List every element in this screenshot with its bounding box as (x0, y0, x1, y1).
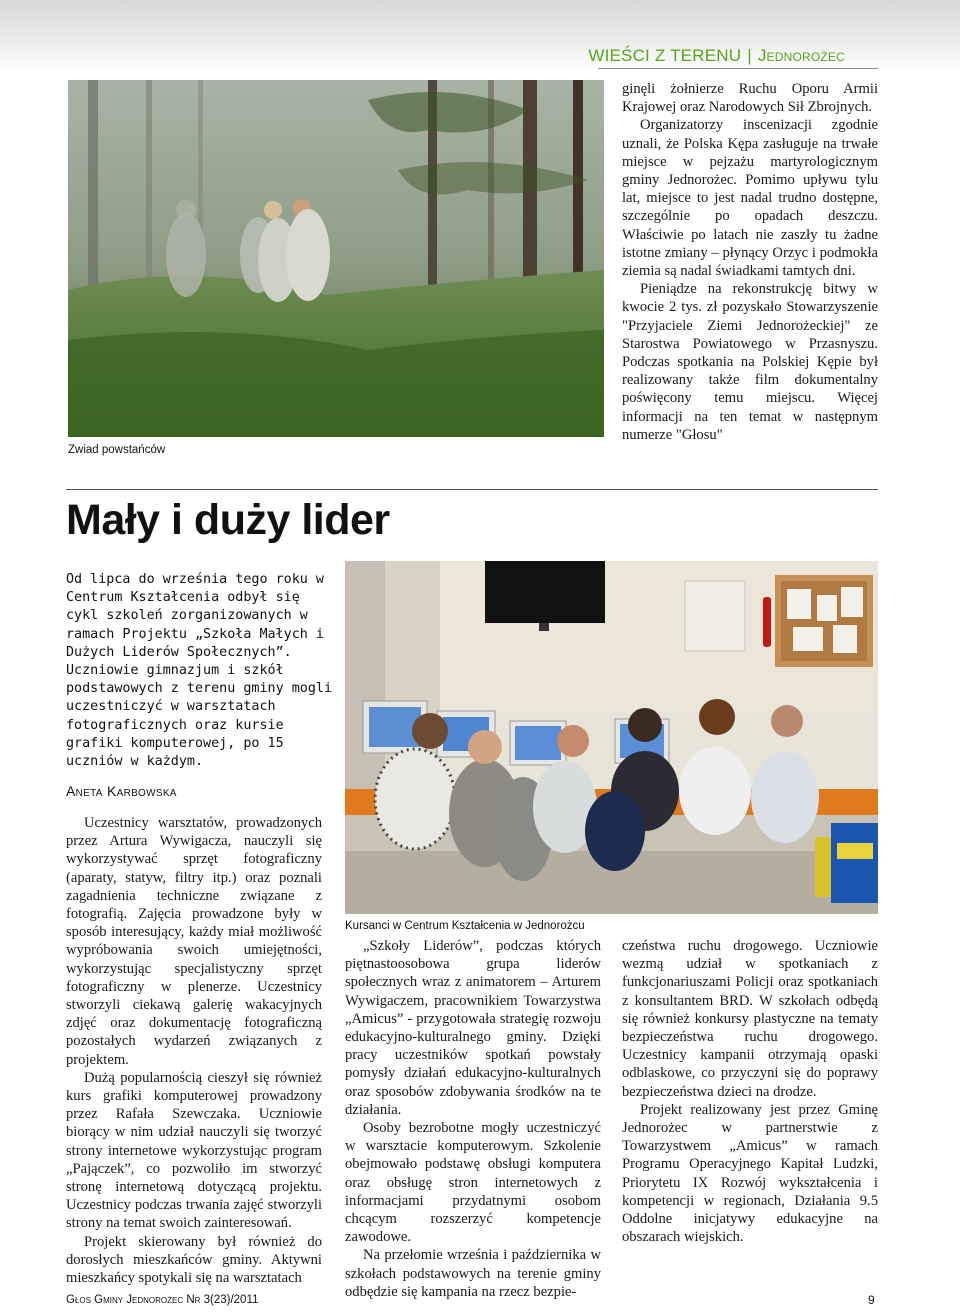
header-separator: | (747, 46, 752, 65)
top-article-paragraph: Organizatorzy inscenizacji zgodnie uznali, że Polska Kępa zasługuje na trwałe miejsce w pejzażu martyrologicznym gminy Jednorożec. Pomimo upływu tylu lat, miejsce to jest nadal trudno dostępne, szczególnie po opadach deszczu. Właściwie po latach nie zaszły tu żadne istotne zmiany – płynący Orzyc i podmokła ziemia są nadal świadkami tamtych dni. (622, 117, 878, 280)
footer-publication: Głos Gminy Jednorożec Nr 3(23)/2011 (66, 1294, 259, 1306)
classroom-photo (345, 561, 878, 914)
article-column-3 (622, 937, 878, 1246)
article-paragraph: Osoby bezrobotne mogły uczestniczyć w warsztacie komputerowym. Szkolenie obejmowało podstawę obsługi komputera oraz obsługę stron internetowych z informacjami przydatnymi osobom chcącym rozszerzyć kompetencje zawodowe. (345, 1120, 601, 1246)
article-rule (66, 489, 878, 490)
header-rule (598, 68, 878, 69)
classroom-photo-caption: Kursanci w Centrum Kształcenia w Jednorożcu (345, 920, 585, 932)
article-column-2 (345, 937, 601, 1301)
article-lead: Od lipca do września tego roku w Centrum Kształcenia odbył się cykl szkoleń zorganizowanych w ramach Projektu „Szkoła Małych i Dużych Liderów Społecznych”. Uczniowie gimnazjum i szkół podstawowych z terenu gminy mogli uczestniczyć w warsztatach fotograficznych oraz kursie grafiki komputerowej, po 15 uczniów w każdym. (66, 572, 333, 770)
article-paragraph: Dużą popularnością cieszył się również kurs grafiki komputerowej prowadzony przez Rafała Szewczaka. Uczniowie biorący w nim udział nauczyli się tworzyć strony internetowe wykorzystując program „Pajączek”, co pozwoliło im stworzyć stronę internetową dotyczącą projektu. Uczestnicy podczas trwania zajęć stworzyli strony na temat swoich zainteresowań. (66, 1069, 322, 1232)
footer-page-number: 9 (868, 1293, 875, 1307)
forest-photo-caption: Zwiad powstańców (68, 444, 166, 456)
article-title: Mały i duży lider (66, 496, 390, 544)
article-paragraph: Projekt skierowany był również do dorosłych mieszkańców gminy. Aktywni mieszkańcy spotykali się na warsztatach (66, 1233, 322, 1287)
article-paragraph: Projekt realizowany jest przez Gminę Jednorożec w partnerstwie z Towarzystwem „Amicus” w ramach Programu Operacyjnego Kapitał Ludzki, Priorytetu IX Rozwój wykształcenia i kompetencji w regionach, Działania 9.5 Oddolne inicjatywy edukacyjne na obszarach wiejskich. (622, 1101, 878, 1246)
section-name: WIEŚCI Z TERENU (588, 46, 742, 65)
section-place: Jednorożec (757, 46, 845, 65)
classroom-photo-image (345, 561, 878, 914)
article-paragraph: Na przełomie września i października w szkołach podstawowych na terenie gminy odbędzie się kampania na rzecz bezpie- (345, 1247, 601, 1300)
top-article-column (622, 80, 878, 444)
top-article-paragraph: Pieniądze na rekonstrukcję bitwy w kwocie 2 tys. zł pozyskało Stowarzyszenie "Przyjaciele Ziemi Jednorożeckiej" ze Starostwa Powiatowego w Przasnyszu. Podczas spotkania na Polskiej Kępie był realizowany także film dokumentalny poświęcony temu miejscu. Więcej informacji na ten temat w następnym numerze "Głosu" (622, 281, 878, 443)
article-paragraph: Uczestnicy warsztatów, prowadzonych przez Artura Wywigacza, nauczyli się wykorzystywać sprzęt fotograficzny (aparaty, statyw, filtry itp.) oraz poznali zagadnienia techniczne związane z fotografią. Zajęcia prowadzone były w sposób interesujący, każdy miał możliwość wypróbowania swoich umiejętności, wykorzystując specjalistyczny sprzęt fotograficzny w plenerze. Uczestnicy stworzyli ciekawą galerię wakacyjnych zdjęć oraz dokumentację fotograficzną pozostałych wydarzeń związanych z projektem. (66, 815, 322, 1068)
top-article-paragraph: ginęli żołnierze Ruchu Oporu Armii Krajowej oraz Narodowych Sił Zbrojnych. (622, 81, 878, 116)
forest-photo (68, 80, 604, 437)
article-paragraph: czeństwa ruchu drogowego. Uczniowie wezmą udział w spotkaniach z funkcjonariuszami Policji oraz spotkaniach z konsultantem BRD. W szkołach odbędą się również konkursy plastyczne na tematy bezpieczeństwa ruchu drogowego. Uczestnicy kampanii otrzymają opaski odblaskowe, co przyczyni się do poprawy bezpieczeństwa dzieci na drodze. (622, 938, 878, 1100)
section-header (588, 46, 845, 66)
forest-photo-image (68, 80, 604, 437)
article-column-1 (66, 814, 322, 1287)
article-paragraph: „Szkoły Liderów”, podczas których piętnastoosobowa grupa liderów społecznych wraz z animatorem – Arturem Wywigaczem, pracownikiem Towarzystwa „Amicus” - przygotowała strategię rozwoju edukacyjno-kulturalnego gminy. Dzięki pracy uczestników spotkań powstały pomysły działań edukacyjno-kulturalnych oraz sposobów zdobywania środków na te działania. (345, 938, 601, 1118)
article-author: Aneta Karbowska (66, 783, 177, 799)
